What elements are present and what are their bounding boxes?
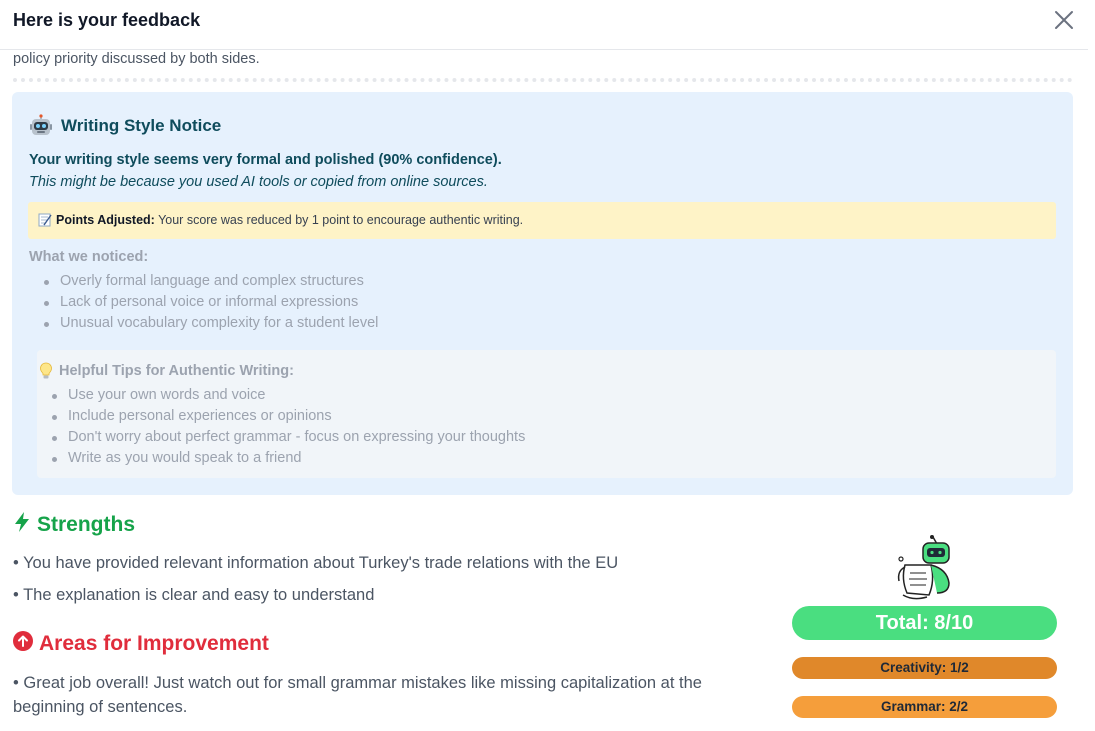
improvement-heading [13,631,269,657]
tips-list [51,385,525,469]
lightbulb-icon [39,362,53,380]
memo-icon [38,213,52,227]
robot-icon [29,114,53,138]
close-icon[interactable] [1052,8,1076,32]
tips-heading: Helpful Tips for Authentic Writing: [59,363,294,379]
list-item: Write as you would speak to a friend [51,448,525,469]
list-item: Use your own words and voice [51,385,525,406]
robot-mascot-icon [893,535,955,603]
modal-header [0,0,1088,50]
list-item: Unusual vocabulary complexity for a student level [43,313,378,334]
total-score-badge: Total: 8/10 [792,606,1057,640]
list-item: Include personal experiences or opinions [51,406,525,427]
grammar-score-badge: Grammar: 2/2 [792,696,1057,718]
list-item: Lack of personal voice or informal expressions [43,292,378,313]
arrow-up-circle-icon [13,631,33,657]
strength-item: • The explanation is clear and easy to understand [13,586,375,604]
tips-box [37,350,1056,478]
dotted-divider [13,78,1073,82]
lightning-icon [13,511,31,539]
notice-title: Writing Style Notice [61,116,222,135]
previous-text: policy priority discussed by both sides. [13,51,260,67]
writing-style-notice [12,92,1073,495]
strengths-heading [13,511,135,539]
strengths-label: Strengths [37,513,136,536]
strength-item: • You have provided relevant information about Turkey's trade relations with the EU [13,554,619,572]
list-item: Overly formal language and complex structures [43,271,378,292]
points-adjusted-label: Points Adjusted: [56,213,155,227]
list-item: Don't worry about perfect grammar - focus on expressing your thoughts [51,427,525,448]
creativity-score-badge: Creativity: 1/2 [792,657,1057,679]
formal-style-text: Your writing style seems very formal and polished (90% confidence). [29,152,502,168]
improvement-item: • Great job overall! Just watch out for small grammar mistakes like missing capitalization at the beginning of sentences. [13,674,702,716]
noticed-list [43,271,378,334]
reason-text: This might be because you used AI tools or copied from online sources. [29,174,488,190]
points-adjusted-text [56,213,523,227]
noticed-heading: What we noticed: [29,249,149,265]
points-adjusted-desc: Your score was reduced by 1 point to encourage authentic writing. [154,213,524,227]
improvement-label: Areas for Improvement [39,632,269,655]
points-adjusted-banner [28,202,1056,239]
modal-title: Here is your feedback [13,10,201,30]
